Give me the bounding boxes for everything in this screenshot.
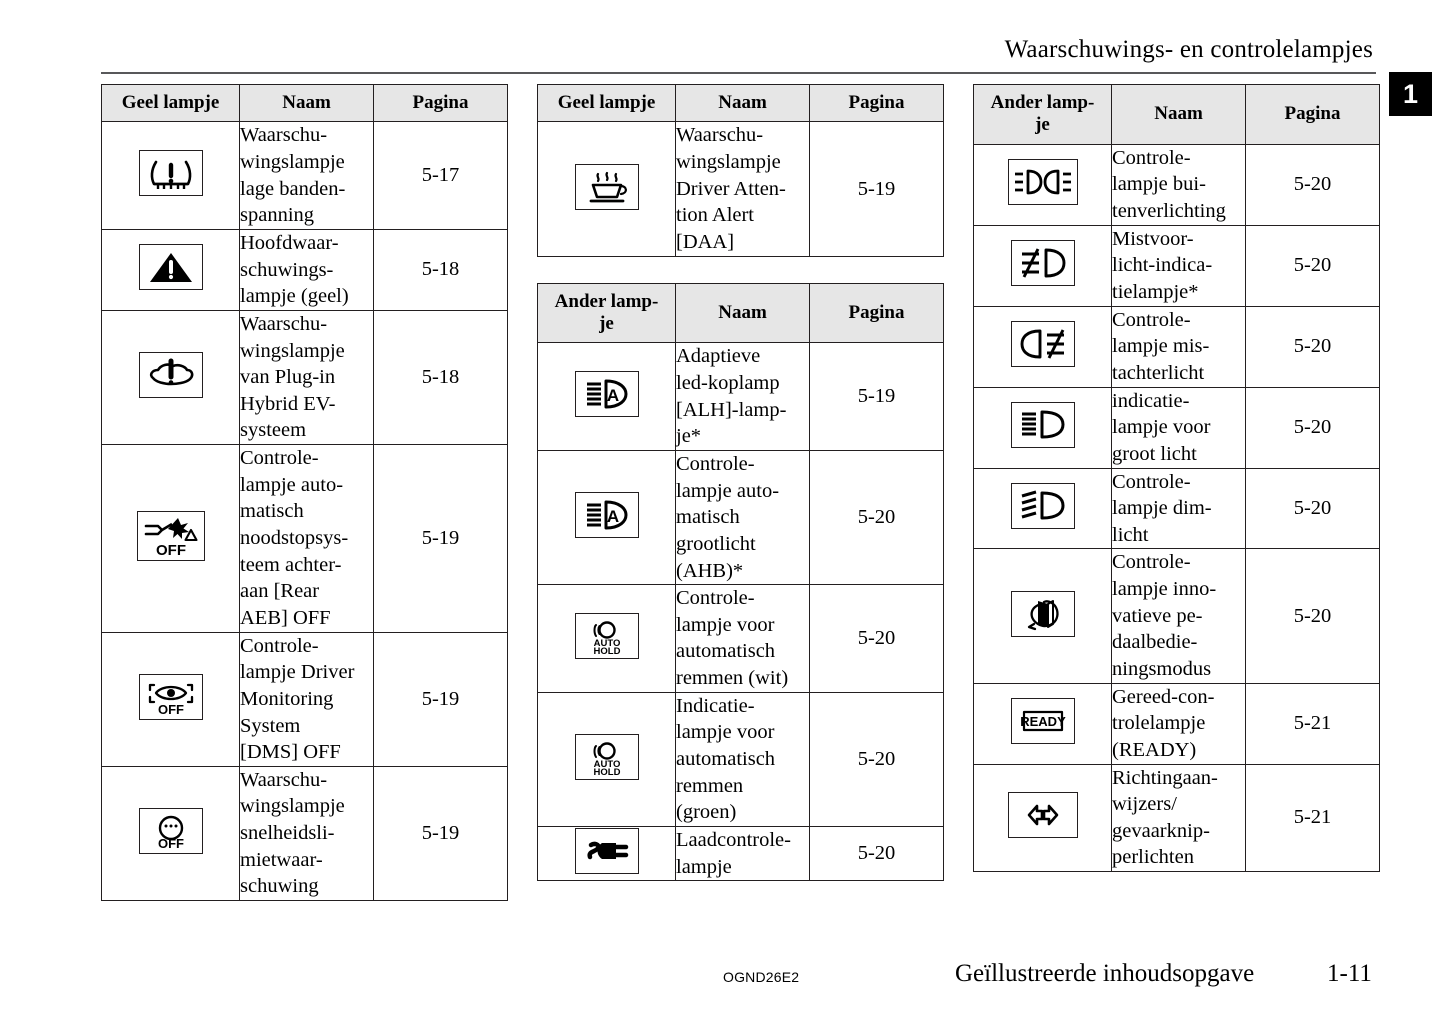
driver-attention-alert-coffee-cup-icon (575, 197, 639, 214)
icon-frame (139, 808, 203, 854)
header-rule (101, 72, 1376, 74)
lamp-page-cell: 5-20 (1246, 468, 1380, 549)
lamp-page-cell: 5-20 (810, 585, 944, 693)
table-row (974, 549, 1380, 683)
table-row (974, 683, 1380, 764)
ready-indicator-icon (1011, 714, 1075, 748)
lamp-icon-cell (974, 387, 1112, 468)
lamp-icon-cell (538, 122, 676, 256)
icon-frame (1011, 321, 1075, 367)
table-row (538, 343, 944, 451)
lamp-table (537, 84, 944, 257)
lamp-icon-cell (538, 585, 676, 693)
lamp-name-cell: Controle- lampje mis- tachterlicht (1112, 306, 1246, 387)
lamp-page-cell: 5-19 (810, 122, 944, 256)
page-title: Waarschuwings- en controlelampjes (1004, 36, 1373, 63)
lamp-page-cell: 5-20 (810, 692, 944, 826)
table-row (974, 764, 1380, 872)
lamp-table (973, 84, 1380, 872)
lamp-name-cell: Waarschu- wingslampje snelheidsli- mietwaar- schuwing (240, 766, 374, 900)
turn-signal-hazard-icon (1008, 825, 1078, 842)
svg-text:A: A (606, 386, 619, 406)
column-header-icon: Geel lampje (102, 85, 240, 122)
lamp-name-cell: Laadcontrole- lampje (676, 826, 810, 880)
lamp-name-cell: Controle- lampje voor automatisch remmen (wit) (676, 585, 810, 693)
lamp-icon-cell (102, 766, 240, 900)
innovative-pedal-mode-icon (1011, 624, 1075, 641)
column-header-page: Pagina (1246, 85, 1380, 145)
table-row (538, 450, 944, 584)
column-header-name: Naam (676, 85, 810, 122)
rear-fog-lamp-icon (1011, 354, 1075, 371)
column-header-icon: Ander lamp- je (538, 283, 676, 343)
lamp-page-cell: 5-20 (810, 450, 944, 584)
high-beam-icon (1011, 435, 1075, 452)
lamp-icon-cell (974, 144, 1112, 225)
column-header-page: Pagina (374, 85, 508, 122)
svg-text:AUTO: AUTO (593, 637, 620, 649)
lamp-icon-cell (974, 468, 1112, 549)
column-header-page: Pagina (810, 85, 944, 122)
icon-frame (1008, 159, 1078, 205)
column-left (101, 84, 507, 927)
lamp-name-cell: Hoofdwaar- schuwings- lampje (geel) (240, 229, 374, 310)
speed-limiter-off-icon (139, 835, 203, 858)
svg-text:AUTO: AUTO (593, 758, 620, 770)
table-row (974, 306, 1380, 387)
table-row (974, 225, 1380, 306)
lamp-page-cell: 5-19 (810, 343, 944, 451)
icon-frame (575, 828, 639, 874)
icon-frame (1011, 483, 1075, 529)
low-beam-icon (1011, 516, 1075, 533)
lamp-page-cell: 5-20 (1246, 549, 1380, 683)
footer-page-number: 1-11 (1327, 960, 1372, 987)
column-header-name: Naam (676, 283, 810, 343)
lamp-name-cell: Richtingaan- wijzers/ gevaarknip- perlichten (1112, 764, 1246, 872)
lamp-page-cell: 5-20 (1246, 306, 1380, 387)
column-header-page: Pagina (810, 283, 944, 343)
lamp-page-cell: 5-18 (374, 229, 508, 310)
column-right (973, 84, 1379, 898)
lamp-page-cell: 5-19 (374, 632, 508, 766)
table-row (538, 692, 944, 826)
lamp-name-cell: Adaptieve led-koplamp [ALH]-lamp- je* (676, 343, 810, 451)
lamp-icon-cell (538, 826, 676, 880)
rear-aeb-off-icon (137, 541, 205, 565)
document-code: OGND26E2 (723, 969, 800, 985)
lamp-name-cell: Gereed-con- trolelampje (READY) (1112, 683, 1246, 764)
svg-text:HOLD: HOLD (593, 766, 620, 778)
icon-frame (575, 371, 639, 417)
lamp-name-cell: indicatie- lampje voor groot licht (1112, 387, 1246, 468)
icon-frame (139, 150, 203, 196)
lamp-icon-cell (102, 445, 240, 632)
svg-text:OFF: OFF (157, 835, 184, 851)
table-row (102, 766, 508, 900)
lamp-page-cell: 5-17 (374, 122, 508, 230)
front-fog-lamp-icon (1011, 273, 1075, 290)
table-header-row (102, 85, 508, 122)
table-row (102, 445, 508, 632)
column-header-name: Naam (1112, 85, 1246, 145)
svg-text:OFF: OFF (155, 541, 186, 559)
icon-frame (575, 734, 639, 780)
icon-frame (139, 674, 203, 720)
lamp-page-cell: 5-19 (374, 766, 508, 900)
lamp-page-cell: 5-21 (1246, 764, 1380, 872)
master-warning-triangle-icon (139, 277, 203, 294)
position-lamp-icon (1008, 192, 1078, 209)
lamp-icon-cell (102, 310, 240, 444)
lamp-icon-cell (974, 225, 1112, 306)
table-row (974, 468, 1380, 549)
automatic-high-beam-ahb-icon (575, 507, 639, 542)
lamp-name-cell: Mistvoor- licht-indica- tielampje* (1112, 225, 1246, 306)
lamp-icon-cell (102, 632, 240, 766)
icon-frame (575, 164, 639, 210)
lamp-name-cell: Controle- lampje bui- tenverlichting (1112, 144, 1246, 225)
lamp-name-cell: Controle- lampje dim- licht (1112, 468, 1246, 549)
lamp-icon-cell (538, 692, 676, 826)
table-row (538, 122, 944, 256)
lamp-icon-cell (538, 343, 676, 451)
table-row (102, 122, 508, 230)
lamp-page-cell: 5-20 (1246, 225, 1380, 306)
lamp-table (537, 283, 944, 882)
adaptive-led-headlight-alh-icon (575, 386, 639, 421)
lamp-icon-cell (974, 306, 1112, 387)
lamp-page-cell: 5-18 (374, 310, 508, 444)
lamp-name-cell: Controle- lampje auto- matisch grootlicht (AHB)* (676, 450, 810, 584)
lamp-page-cell: 5-20 (1246, 144, 1380, 225)
tire-pressure-warning-icon (139, 183, 203, 200)
charging-plug-icon (575, 861, 639, 878)
chapter-tab: 1 (1389, 72, 1432, 116)
icon-frame (139, 352, 203, 398)
table-header-row (974, 85, 1380, 145)
table-row (974, 387, 1380, 468)
table-row (974, 144, 1380, 225)
column-header-icon: Geel lampje (538, 85, 676, 122)
lamp-name-cell: Controle- lampje inno- vatieve pe- daalbedie- ningsmodus (1112, 549, 1246, 683)
icon-frame (1011, 240, 1075, 286)
svg-text:HOLD: HOLD (593, 645, 620, 657)
lamp-name-cell: Controle- lampje auto- matisch noodstopsys- teem achter- aan [Rear AEB] OFF (240, 445, 374, 632)
lamp-name-cell: Waarschu- wingslampje Driver Atten- tion Alert [DAA] (676, 122, 810, 256)
svg-text:READY: READY (1019, 714, 1066, 730)
auto-hold-white-icon (575, 637, 639, 663)
icon-frame (137, 511, 205, 561)
svg-text:A: A (606, 507, 619, 527)
lamp-icon-cell (102, 229, 240, 310)
lamp-page-cell: 5-20 (810, 826, 944, 880)
table-header-row (538, 283, 944, 343)
icon-frame (1008, 792, 1078, 838)
lamp-icon-cell (974, 764, 1112, 872)
lamp-table (101, 84, 508, 901)
column-header-icon: Ander lamp- je (974, 85, 1112, 145)
icon-frame (575, 492, 639, 538)
table-row (102, 310, 508, 444)
lamp-page-cell: 5-21 (1246, 683, 1380, 764)
plug-in-hybrid-ev-system-warning-icon (139, 385, 203, 402)
lamp-icon-cell (102, 122, 240, 230)
column-header-name: Naam (240, 85, 374, 122)
icon-frame (1011, 591, 1075, 637)
lamp-name-cell: Waarschu- wingslampje van Plug-in Hybrid EV- systeem (240, 310, 374, 444)
lamp-icon-cell (974, 549, 1112, 683)
icon-frame (1011, 402, 1075, 448)
table-row (102, 229, 508, 310)
table-header-row (538, 85, 944, 122)
table-row (538, 826, 944, 880)
driver-monitoring-system-off-icon (139, 701, 203, 724)
lamp-page-cell: 5-19 (374, 445, 508, 632)
icon-frame (139, 244, 203, 290)
lamp-icon-cell (538, 450, 676, 584)
table-row (102, 632, 508, 766)
lamp-name-cell: Indicatie- lampje voor automatisch remmen (groen) (676, 692, 810, 826)
lamp-page-cell: 5-20 (1246, 387, 1380, 468)
column-middle (537, 84, 943, 907)
auto-hold-green-icon (575, 758, 639, 784)
icon-frame (1011, 698, 1075, 744)
footer-section-title: Geïllustreerde inhoudsopgave (955, 960, 1255, 987)
table-row (538, 585, 944, 693)
svg-text:OFF: OFF (157, 701, 184, 717)
lamp-name-cell: Waarschu- wingslampje lage banden- spanning (240, 122, 374, 230)
lamp-icon-cell (974, 683, 1112, 764)
icon-frame (575, 613, 639, 659)
lamp-name-cell: Controle- lampje Driver Monitoring System [DMS] OFF (240, 632, 374, 766)
